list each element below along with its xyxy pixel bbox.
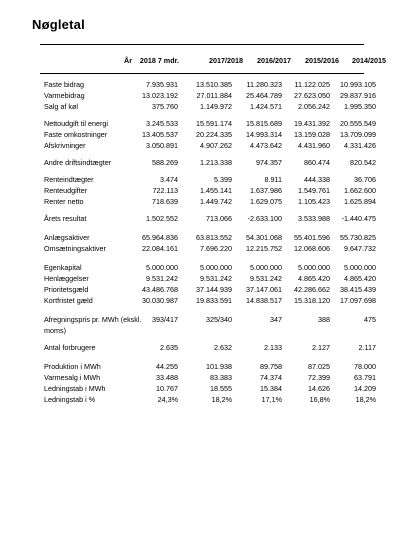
row-value-col-1: 4.907.262 [200,141,232,150]
row-value-col-3: 42.286.662 [294,285,330,294]
row-label: Varmebidrag [44,91,85,100]
row-label: Ledningstab i MWh [44,384,106,393]
row-value-col-2: 1.637.986 [250,186,282,195]
row-value-col-0: 44.255 [156,362,178,371]
row-value-col-1: 1.455.141 [200,186,232,195]
row-value-col-0: 1.502.552 [146,214,178,223]
row-label: Faste bidrag [44,80,84,89]
row-value-col-4: 78.000 [354,362,376,371]
row-value-col-1: 37.144.939 [196,285,232,294]
row-value-col-3: 13.159.028 [294,130,330,139]
row-value-col-1: 1.149.972 [200,102,232,111]
row-value-col-4: 5.000.000 [344,263,376,272]
page-title: Nøgletal [32,17,85,32]
row-value-col-0: 3.245.533 [146,119,178,128]
row-value-col-3: 11.122.025 [294,80,330,89]
row-value-col-0: 24,3% [157,395,178,404]
row-label: Produktion i MWh [44,362,101,371]
row-label: Omsætningsaktiver [44,244,106,253]
row-value-col-0: 3.474 [160,175,178,184]
row-value-col-0: 718.639 [152,197,178,206]
row-value-col-2: 14.838.517 [246,296,282,305]
row-value-col-0: 43.486.768 [142,285,178,294]
row-value-col-3: 16,8% [309,395,330,404]
row-value-col-4: 55.730.825 [340,233,376,242]
row-value-col-4: 4.331.426 [344,141,376,150]
row-value-col-1: 83.383 [210,373,232,382]
row-value-col-3: 444.338 [304,175,330,184]
row-value-col-3: 12.068.606 [294,244,330,253]
row-label: Kortfristet gæld [44,296,93,305]
row-value-col-4: 4.865.420 [344,274,376,283]
row-label: Faste omkostninger [44,130,108,139]
row-value-col-4: 17.097.698 [340,296,376,305]
row-value-col-4: 38.415.439 [340,285,376,294]
row-value-col-1: 2.632 [214,343,232,352]
row-value-col-1: 325/340 [206,315,232,324]
row-value-col-1: 7.696.220 [200,244,232,253]
row-value-col-4: 9.647.732 [344,244,376,253]
row-value-col-2: 74.374 [260,373,282,382]
row-value-col-2: 8.911 [264,175,282,184]
row-value-col-1: 713.066 [206,214,232,223]
row-value-col-2: 89.758 [260,362,282,371]
column-header-1: 2017/2018 [209,56,243,65]
row-value-col-3: 15.318.120 [294,296,330,305]
row-value-col-0: 7.935.931 [146,80,178,89]
row-value-col-1: 1.449.742 [200,197,232,206]
row-value-col-3: 3.533.988 [298,214,330,223]
row-value-col-4: -1.440.475 [341,214,376,223]
row-label: Salg af køl [44,102,78,111]
row-value-col-0: 22.084.161 [142,244,178,253]
column-header-0: 2018 7 mdr. [139,56,179,65]
table-row [44,174,376,185]
row-label: Henlæggelser [44,274,89,283]
table-row [44,118,376,129]
row-value-col-4: 1.995.350 [344,102,376,111]
row-value-col-0: 33.488 [156,373,178,382]
row-value-col-3: 14.626 [308,384,330,393]
row-value-col-2: 12.215.752 [246,244,282,253]
row-value-col-4: 475 [364,315,376,324]
table-row [44,372,376,383]
row-value-col-1: 1.213.338 [200,158,232,167]
row-label: Anlægsaktiver [44,233,90,242]
row-label: Egenkapital [44,263,82,272]
row-value-col-2: 9.531.242 [250,274,282,283]
table-row [44,129,376,140]
row-value-col-2: 14.993.314 [246,130,282,139]
row-value-col-1: 20.224.335 [196,130,232,139]
row-value-col-4: 13.709.099 [340,130,376,139]
divider-header [40,73,364,74]
row-value-col-2: 4.473.642 [250,141,282,150]
row-value-col-3: 19.431.392 [294,119,330,128]
row-label: Nettoudgift til energi [44,119,108,128]
row-label: Afskrivninger [44,141,86,150]
row-value-col-1: 5.000.000 [200,263,232,272]
row-label: Antal forbrugere [44,343,96,352]
row-label: Renteindtægter [44,175,94,184]
row-value-col-3: 55.401.596 [294,233,330,242]
column-header-3: 2015/2016 [305,56,339,65]
row-value-col-2: -2.633.100 [247,214,282,223]
row-value-col-0: 13.023.192 [142,91,178,100]
row-value-col-4: 1.662.600 [344,186,376,195]
row-value-col-1: 19.833.591 [196,296,232,305]
row-label: Årets resultat [44,214,87,223]
table-row [44,361,376,372]
table-row [44,185,376,196]
row-value-col-1: 18,2% [211,395,232,404]
row-value-col-0: 588.269 [152,158,178,167]
row-value-col-0: 13.405.537 [142,130,178,139]
table-row [44,90,376,101]
row-value-col-4: 18,2% [355,395,376,404]
row-value-col-3: 87.025 [308,362,330,371]
row-value-col-0: 5.000.000 [146,263,178,272]
row-value-col-0: 722.113 [152,186,178,195]
row-value-col-3: 2.127 [312,343,330,352]
table-row [44,284,376,295]
row-label: Renter netto [44,197,84,206]
row-value-col-2: 25.464.789 [246,91,282,100]
table-row [44,314,376,336]
row-value-col-0: 30.030.987 [142,296,178,305]
row-value-col-4: 29.837.916 [340,91,376,100]
row-label: Renteudgifter [44,186,88,195]
table-row [44,342,376,353]
row-value-col-2: 2.133 [264,343,282,352]
row-value-col-0: 10.767 [156,384,178,393]
row-value-col-2: 1.424.571 [250,102,282,111]
row-value-col-1: 63.813.552 [196,233,232,242]
table-row [44,262,376,273]
row-value-col-2: 17,1% [261,395,282,404]
row-value-col-3: 2.056.242 [298,102,330,111]
row-value-col-3: 72.399 [308,373,330,382]
row-value-col-2: 1.629.075 [250,197,282,206]
row-value-col-3: 388 [318,315,330,324]
row-value-col-4: 20.555.549 [340,119,376,128]
row-value-col-1: 13.510.385 [196,80,232,89]
row-value-col-3: 860.474 [304,158,330,167]
row-value-col-2: 974.357 [256,158,282,167]
row-value-col-4: 820.542 [350,158,376,167]
row-label: Afregningspris pr. MWh (ekskl. moms) [44,315,142,335]
table-row [44,394,376,405]
row-label: Prioritetsgæld [44,285,89,294]
table-row [44,273,376,284]
row-label: Ledningstab i % [44,395,96,404]
row-value-col-2: 37.147.061 [246,285,282,294]
table-row [44,213,376,224]
row-value-col-3: 4.431.960 [298,141,330,150]
row-value-col-1: 15.591.174 [196,119,232,128]
table-row [44,196,376,207]
row-value-col-1: 27.011.884 [196,91,232,100]
row-value-col-0: 3.050.891 [146,141,178,150]
row-value-col-3: 1.105.423 [298,197,330,206]
row-label: Andre driftsindtægter [44,158,112,167]
row-value-col-3: 5.000.000 [298,263,330,272]
row-label: Varmesalg i MWh [44,373,101,382]
row-value-col-1: 18.555 [210,384,232,393]
row-value-col-0: 65.964.836 [142,233,178,242]
table-row [44,243,376,254]
row-value-col-0: 9.531.242 [146,274,178,283]
row-value-col-4: 63.791 [354,373,376,382]
table-row [44,232,376,243]
row-value-col-3: 4.865.420 [298,274,330,283]
row-value-col-4: 10.993.105 [340,80,376,89]
row-value-col-2: 15.815.689 [246,119,282,128]
row-value-col-4: 1.625.894 [344,197,376,206]
table-row [44,140,376,151]
column-header-2: 2016/2017 [257,56,291,65]
year-label: År [124,56,132,65]
row-value-col-0: 2.635 [160,343,178,352]
table-row [44,295,376,306]
row-value-col-0: 393/417 [152,315,178,324]
table-row [44,101,376,112]
row-value-col-2: 11.280.323 [246,80,282,89]
row-value-col-4: 2.117 [358,343,376,352]
row-value-col-2: 54.301.068 [246,233,282,242]
row-value-col-1: 101.938 [206,362,232,371]
row-value-col-3: 1.549.761 [298,186,330,195]
row-value-col-4: 36.706 [354,175,376,184]
table-row [44,383,376,394]
row-value-col-4: 14.209 [354,384,376,393]
row-value-col-2: 347 [270,315,282,324]
row-value-col-2: 5.000.000 [250,263,282,272]
row-value-col-0: 375.760 [152,102,178,111]
column-header-4: 2014/2015 [352,56,386,65]
table-row [44,79,376,90]
row-value-col-1: 5.399 [214,175,232,184]
divider-top [40,44,364,45]
row-value-col-1: 9.531.242 [200,274,232,283]
table-row [44,157,376,168]
row-value-col-3: 27.623.050 [294,91,330,100]
row-value-col-2: 15.384 [260,384,282,393]
